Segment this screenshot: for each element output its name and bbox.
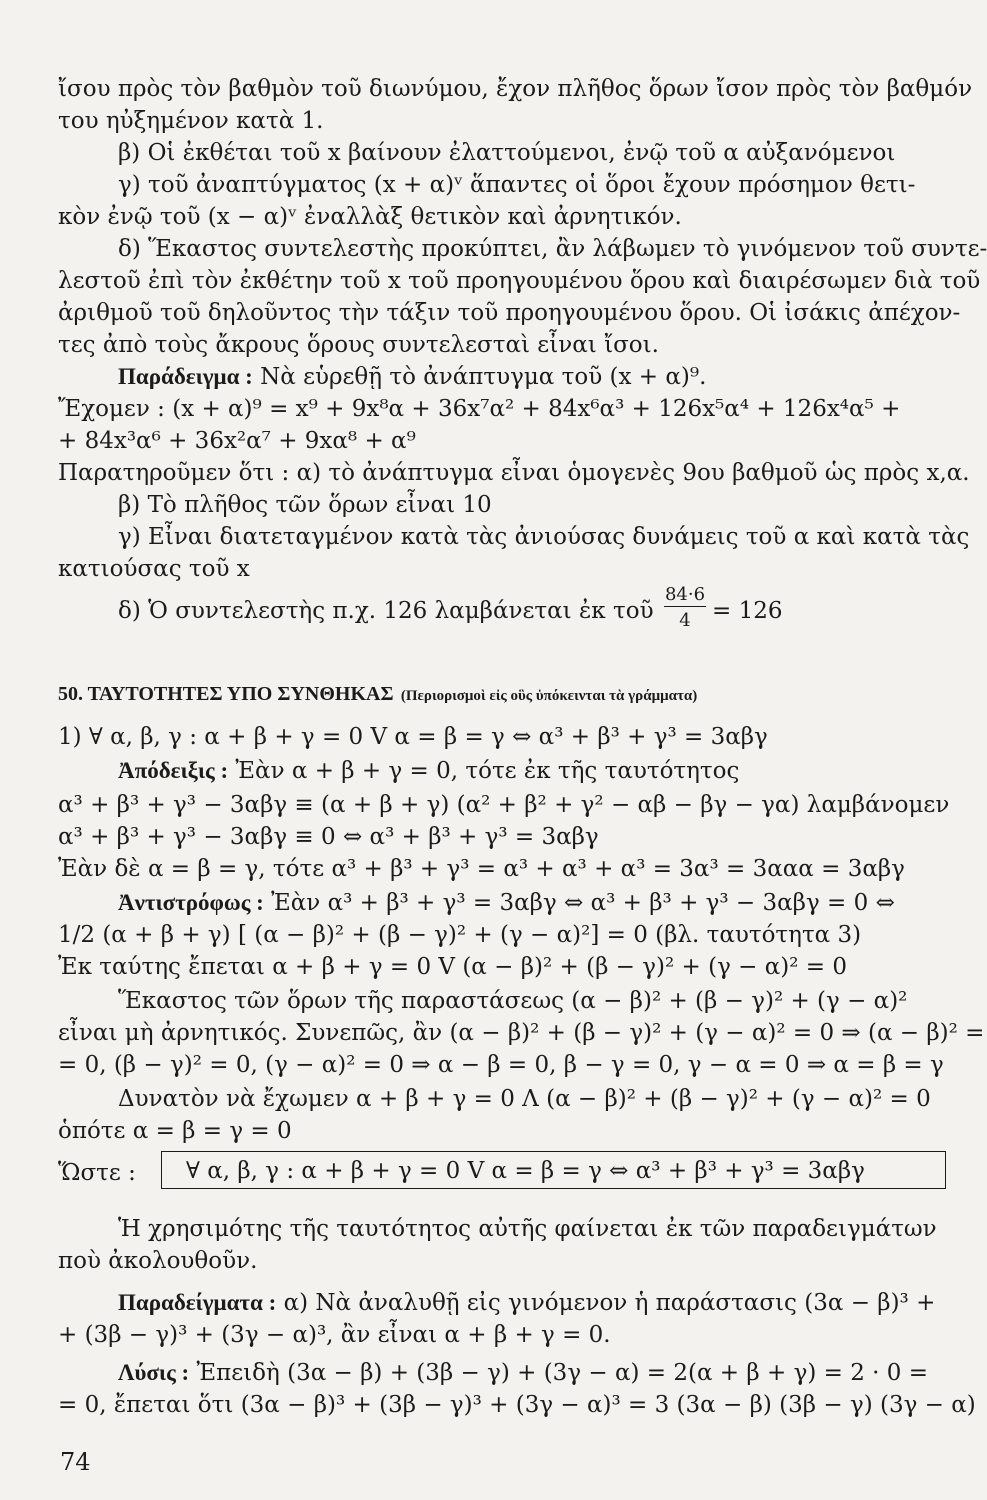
text-line: ὁπότε α = β = γ = 0 [58,1118,292,1144]
text-line: τες ἀπὸ τοὺς ἄκρους ὅρους συντελεσταὶ εἶναι ἴσοι. [58,332,659,358]
identity-statement: 1) ∀ α, β, γ : α + β + γ = 0 V α = β = γ ⇔ α³ + β³ + γ³ = 3αβγ [58,724,768,750]
conclusion-label: Ὥστε : [58,1160,136,1186]
solution-label: Λύσις : [118,1360,190,1385]
math-line: Ἔχομεν : (x + α)⁹ = x⁹ + 9x⁸α + 36x⁷α² + 84x⁶α³ + 126x⁵α⁴ + 126x⁴α⁵ + [58,396,901,422]
math-line: Ἐὰν δὲ α = β = γ, τότε α³ + β³ + γ³ = α³ + α³ + α³ = 3α³ = 3ααα = 3αβγ [58,856,905,882]
converse-line [118,888,948,918]
solution-line [118,1358,948,1388]
fraction-result: = 126 [712,598,783,624]
math-line: = 0, (β − γ)² = 0, (γ − α)² = 0 ⇒ α − β = 0, β − γ = 0, γ − α = 0 ⇒ α = β = γ [58,1052,944,1078]
text-line: Ἕκαστος τῶν ὅρων τῆς παραστάσεως (α − β)² + (β − γ)² + (γ − α)² [118,988,908,1014]
text-line: κατιούσας τοῦ x [58,556,250,582]
converse-text: Ἐὰν α³ + β³ + γ³ = 3αβγ ⇔ α³ + β³ + γ³ − 3αβγ = 0 ⇔ [271,890,895,916]
examples-text: α) Νὰ ἀναλυθῇ εἰς γινόμενον ἡ παράστασις (3α − β)³ + [283,1290,936,1316]
math-line: = 0, ἔπεται ὅτι (3α − β)³ + (3β − γ)³ + (3γ − α)³ = 3 (3α − β) (3β − γ) (3γ − α) [58,1392,976,1418]
text-line: Ἡ χρησιμότης τῆς ταυτότητος αὐτῆς φαίνεται ἐκ τῶν παραδειγμάτων [118,1216,937,1242]
example-label: Παράδειγμα : [118,364,253,389]
section-subtitle: (Περιορισμοὶ εἰς οὓς ὑπόκεινται τὰ γράμματα) [400,688,698,704]
proof-line [118,756,948,786]
math-line: α³ + β³ + γ³ − 3αβγ ≡ 0 ⇔ α³ + β³ + γ³ = 3αβγ [58,824,599,850]
examples-label: Παραδείγματα : [118,1290,277,1315]
fraction-denominator: 4 [679,610,691,631]
math-line: + 84x³α⁶ + 36x²α⁷ + 9xα⁸ + α⁹ [58,428,416,454]
text-line: ἀριθμοῦ τοῦ δηλοῦντος τὴν τάξιν τοῦ προηγουμένου ὅρου. Οἱ ἰσάκις ἀπέχον- [58,300,961,326]
examples-line [118,1288,948,1318]
converse-label: Ἀντιστρόφως : [118,890,264,915]
page-number: 74 [60,1448,91,1476]
text-line: εἶναι μὴ ἀρνητικός. Συνεπῶς, ἂν (α − β)² + (β − γ)² + (γ − α)² = 0 ⇒ (α − β)² = [58,1020,985,1046]
math-line: + (3β − γ)³ + (3γ − α)³, ἂν εἶναι α + β + γ = 0. [58,1322,611,1348]
text-line: ποὺ ἀκολουθοῦν. [58,1248,258,1274]
text-line: ἴσου πρὸς τὸν βαθμὸν τοῦ διωνύμου, ἔχον πλῆθος ὅρων ἴσον πρὸς τὸν βαθμόν [58,76,973,102]
text-line: δ) Ὁ συντελεστὴς π.χ. 126 λαμβάνεται ἐκ τοῦ [118,598,654,624]
text-line: γ) τοῦ ἀναπτύγματος (x + α)ᵛ ἅπαντες οἱ ὅροι ἔχουν πρόσημον θετι- [118,172,916,198]
section-title: 50. ΤΑΥΤΟΤΗΤΕΣ ΥΠΟ ΣΥΝΘΗΚΑΣ [58,683,394,705]
text-line: του ηὐξημένον κατὰ 1. [58,108,324,134]
math-line: α³ + β³ + γ³ − 3αβγ ≡ (α + β + γ) (α² + β² + γ² − αβ − βγ − γα) λαμβάνομεν [58,792,950,818]
math-line: Ἐκ ταύτης ἔπεται α + β + γ = 0 V (α − β)² + (β − γ)² + (γ − α)² = 0 [58,954,847,980]
proof-text: Ἐὰν α + β + γ = 0, τότε ἐκ τῆς ταυτότητος [235,758,740,784]
solution-text: Ἐπειδὴ (3α − β) + (3β − γ) + (3γ − α) = 2(α + β + γ) = 2 · 0 = [196,1360,928,1386]
fraction-numerator: 84·6 [664,584,706,605]
text-line: δ) Ἕκαστος συντελεστὴς προκύπτει, ἂν λάβωμεν τὸ γινόμενον τοῦ συντε- [118,236,987,262]
text-line: λεστοῦ ἐπὶ τὸν ἐκθέτην τοῦ x τοῦ προηγουμένου ὅρου καὶ διαιρέσωμεν διὰ τοῦ [58,268,981,294]
math-line: 1/2 (α + β + γ) [ (α − β)² + (β − γ)² + (γ − α)²] = 0 (βλ. ταυτότητα 3) [58,922,862,948]
text-line: κὸν ἐνῷ τοῦ (x − α)ᵛ ἐναλλὰξ θετικὸν καὶ ἀρνητικόν. [58,204,682,230]
example-text: Νὰ εὑρεθῇ τὸ ἀνάπτυγμα τοῦ (x + α)⁹. [260,364,707,390]
text-line: γ) Εἶναι διατεταγμένον κατὰ τὰς ἀνιούσας δυνάμεις τοῦ α καὶ κατὰ τὰς [118,524,970,550]
text-line: β) Τὸ πλῆθος τῶν ὅρων εἶναι 10 [118,492,492,518]
text-line: β) Οἱ ἐκθέται τοῦ x βαίνουν ἐλαττούμενοι, ἐνῷ τοῦ α αὐξανόμενοι [118,140,896,166]
proof-label: Ἀπόδειξις : [118,758,229,783]
text-line: Δυνατὸν νὰ ἔχωμεν α + β + γ = 0 Λ (α − β)² + (β − γ)² + (γ − α)² = 0 [118,1086,931,1112]
boxed-identity-text: ∀ α, β, γ : α + β + γ = 0 V α = β = γ ⇔ α³ + β³ + γ³ = 3αβγ [186,1158,865,1184]
section-heading [58,678,948,711]
text-line: Παρατηροῦμεν ὅτι : α) τὸ ἀνάπτυγμα εἶναι ὁμογενὲς 9ου βαθμοῦ ὡς πρὸς x,α. [58,460,970,486]
example-line [118,362,948,392]
fraction-bar [664,606,706,607]
